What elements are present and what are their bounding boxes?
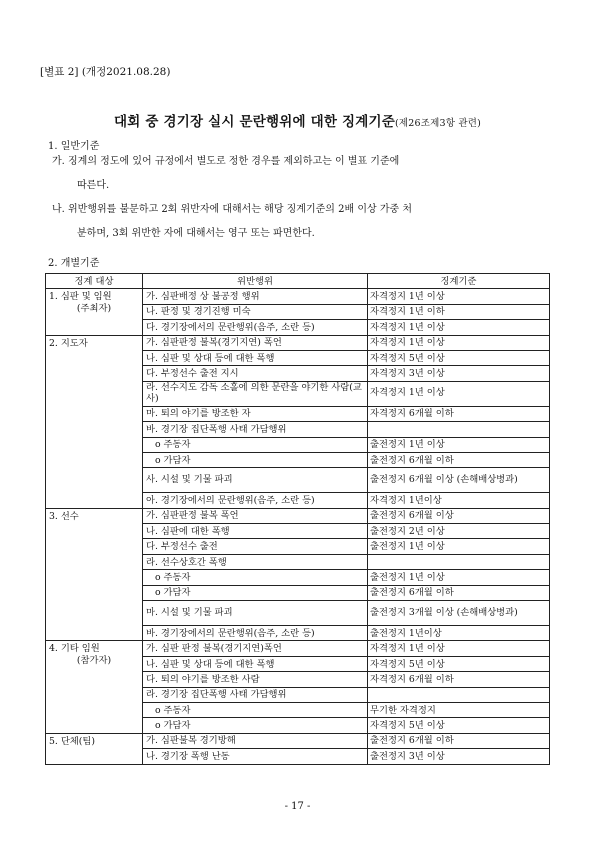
violation-cell: 라. 선수지도 감독 소홀에 의한 문란을 야기한 사람(교사) (143, 381, 368, 406)
violation-cell: 나. 경기장 폭행 난동 (143, 749, 368, 764)
penalty-cell: 자격정지 1년 이상 (368, 641, 550, 656)
penalty-cell: 출전정지 6개월 이상 (손해배상병과) (368, 468, 550, 493)
table-row (46, 641, 550, 656)
penalty-cell: 출전정지 6개월 이하 (368, 585, 550, 600)
section-specific-heading: 2. 개별기준 (48, 258, 100, 269)
table-row (46, 508, 550, 523)
penalty-cell: 출전정지 2년 이상 (368, 524, 550, 539)
penalty-cell: 출전정지 6개월 이하 (368, 733, 550, 748)
rule-line: 따른다. (77, 180, 110, 191)
penalty-cell (368, 554, 550, 569)
violation-cell: 가. 심판판정 불복 폭언 (143, 508, 368, 523)
target-label: 3. 선수 (49, 510, 79, 522)
penalty-cell: 무기한 자격정지 (368, 702, 550, 717)
violation-cell: 나. 심판에 대한 폭행 (143, 524, 368, 539)
column-header: 위반행위 (143, 274, 368, 289)
penalty-cell: 출전정지 3년 이상 (368, 749, 550, 764)
rule-item-na (52, 198, 572, 246)
general-rules (52, 150, 572, 246)
violation-cell: 다. 퇴의 야기를 방조한 사람 (143, 672, 368, 687)
discipline-table (45, 273, 550, 765)
target-label: 2. 지도자 (49, 337, 88, 349)
rule-item-ga (52, 150, 572, 198)
penalty-cell: 자격정지 1년 이상 (368, 381, 550, 406)
table-row (46, 733, 550, 748)
violation-cell: 마. 시설 및 기물 파괴 (143, 601, 368, 626)
violation-cell: 다. 부정선수 출전 지시 (143, 366, 368, 381)
target-sublabel: (참가자) (76, 655, 112, 667)
violation-cell: o 가담자 (143, 585, 368, 600)
penalty-cell: 자격정지 5년 이상 (368, 350, 550, 365)
penalty-cell: 출전정지 1년 이상 (368, 437, 550, 452)
violation-cell: 라. 선수상호간 폭행 (143, 554, 368, 569)
target-sublabel: (주최자) (76, 303, 112, 315)
section-general-heading: 1. 일반기준 (48, 141, 100, 152)
page-number: - 17 - (284, 801, 311, 812)
violation-cell: 가. 심판배정 상 불공정 행위 (143, 289, 368, 304)
target-cell (46, 641, 143, 733)
penalty-cell: 자격정지 1년 이상 (368, 289, 550, 304)
penalty-cell: 자격정지 1년이상 (368, 493, 550, 508)
title-main: 대회 중 경기장 실시 문란행위에 대한 징계기준 (113, 114, 395, 130)
violation-cell: 마. 퇴의 야기를 방조한 자 (143, 406, 368, 421)
penalty-cell (368, 422, 550, 437)
penalty-cell: 자격정지 1년 이상 (368, 335, 550, 350)
penalty-cell: 자격정지 5년 이상 (368, 656, 550, 671)
violation-cell: 다. 부정선수 출전 (143, 539, 368, 554)
target-cell (46, 733, 143, 764)
rule-line: 나. 위반행위를 불문하고 2회 위반자에 대해서는 해당 징계기준의 2배 이상 가중 처 (52, 204, 412, 215)
penalty-cell (368, 687, 550, 702)
violation-cell: o 가담자 (143, 452, 368, 467)
penalty-cell: 자격정지 5년 이상 (368, 718, 550, 733)
table-body (46, 289, 550, 764)
violation-cell: 다. 경기장에서의 문란행위(음주, 소란 등) (143, 320, 368, 335)
penalty-cell: 자격정지 1년 이하 (368, 304, 550, 319)
violation-cell: 나. 심판 및 상대 등에 대한 폭행 (143, 350, 368, 365)
table-row (46, 289, 550, 304)
penalty-cell: 자격정지 6개월 이하 (368, 672, 550, 687)
column-header: 징계기준 (368, 274, 550, 289)
violation-cell: o 주동자 (143, 702, 368, 717)
penalty-cell: 자격정지 1년 이상 (368, 320, 550, 335)
target-label: 5. 단체(팀) (49, 735, 96, 747)
annex-tag: [별표 2] (개정2021.08.28) (40, 66, 171, 78)
penalty-cell: 출전정지 3개월 이상 (손해배상병과) (368, 601, 550, 626)
violation-cell: o 가담자 (143, 718, 368, 733)
rule-line: 가. 징계의 정도에 있어 규정에서 별도로 정한 경우를 제외하고는 이 별표 기준에 (52, 156, 400, 167)
title-subtitle: (제26조제3항 관련) (394, 118, 481, 129)
penalty-cell: 출전정지 1년 이상 (368, 570, 550, 585)
penalty-cell: 자격정지 3년 이상 (368, 366, 550, 381)
column-header: 징계 대상 (46, 274, 143, 289)
penalty-cell: 출전정지 6개월 이하 (368, 452, 550, 467)
target-cell (46, 508, 143, 641)
violation-cell: 라. 경기장 집단폭행 사태 가담행위 (143, 687, 368, 702)
penalty-cell: 자격정지 6개월 이하 (368, 406, 550, 421)
table-row (46, 335, 550, 350)
violation-cell: 사. 시설 및 기물 파괴 (143, 468, 368, 493)
violation-cell: 아. 경기장에서의 문란행위(음주, 소란 등) (143, 493, 368, 508)
target-cell (46, 335, 143, 508)
violation-cell: 바. 경기장 집단폭행 사태 가담행위 (143, 422, 368, 437)
target-cell (46, 289, 143, 335)
violation-cell: 나. 심판 및 상대 등에 대한 폭행 (143, 656, 368, 671)
violation-cell: 가. 심판불복 경기방해 (143, 733, 368, 748)
violation-cell: o 주동자 (143, 437, 368, 452)
violation-cell: 나. 판정 및 경기진행 미숙 (143, 304, 368, 319)
violation-cell: 가. 심판판정 불복(경기지연) 폭언 (143, 335, 368, 350)
violation-cell: 바. 경기장에서의 문란행위(음주, 소란 등) (143, 626, 368, 641)
table-header-row (46, 274, 550, 289)
violation-cell: 가. 심판 판정 불복(경기지연)폭언 (143, 641, 368, 656)
violation-cell: o 주동자 (143, 570, 368, 585)
target-label: 1. 심판 및 임원 (49, 291, 112, 303)
target-label: 4. 기타 임원 (49, 643, 100, 655)
rule-line: 분하며, 3회 위반한 자에 대해서는 영구 또는 파면한다. (77, 228, 315, 239)
page-title (0, 110, 595, 130)
penalty-cell: 출전정지 6개월 이상 (368, 508, 550, 523)
penalty-cell: 출전정지 1년이상 (368, 626, 550, 641)
penalty-cell: 출전정지 1년 이상 (368, 539, 550, 554)
